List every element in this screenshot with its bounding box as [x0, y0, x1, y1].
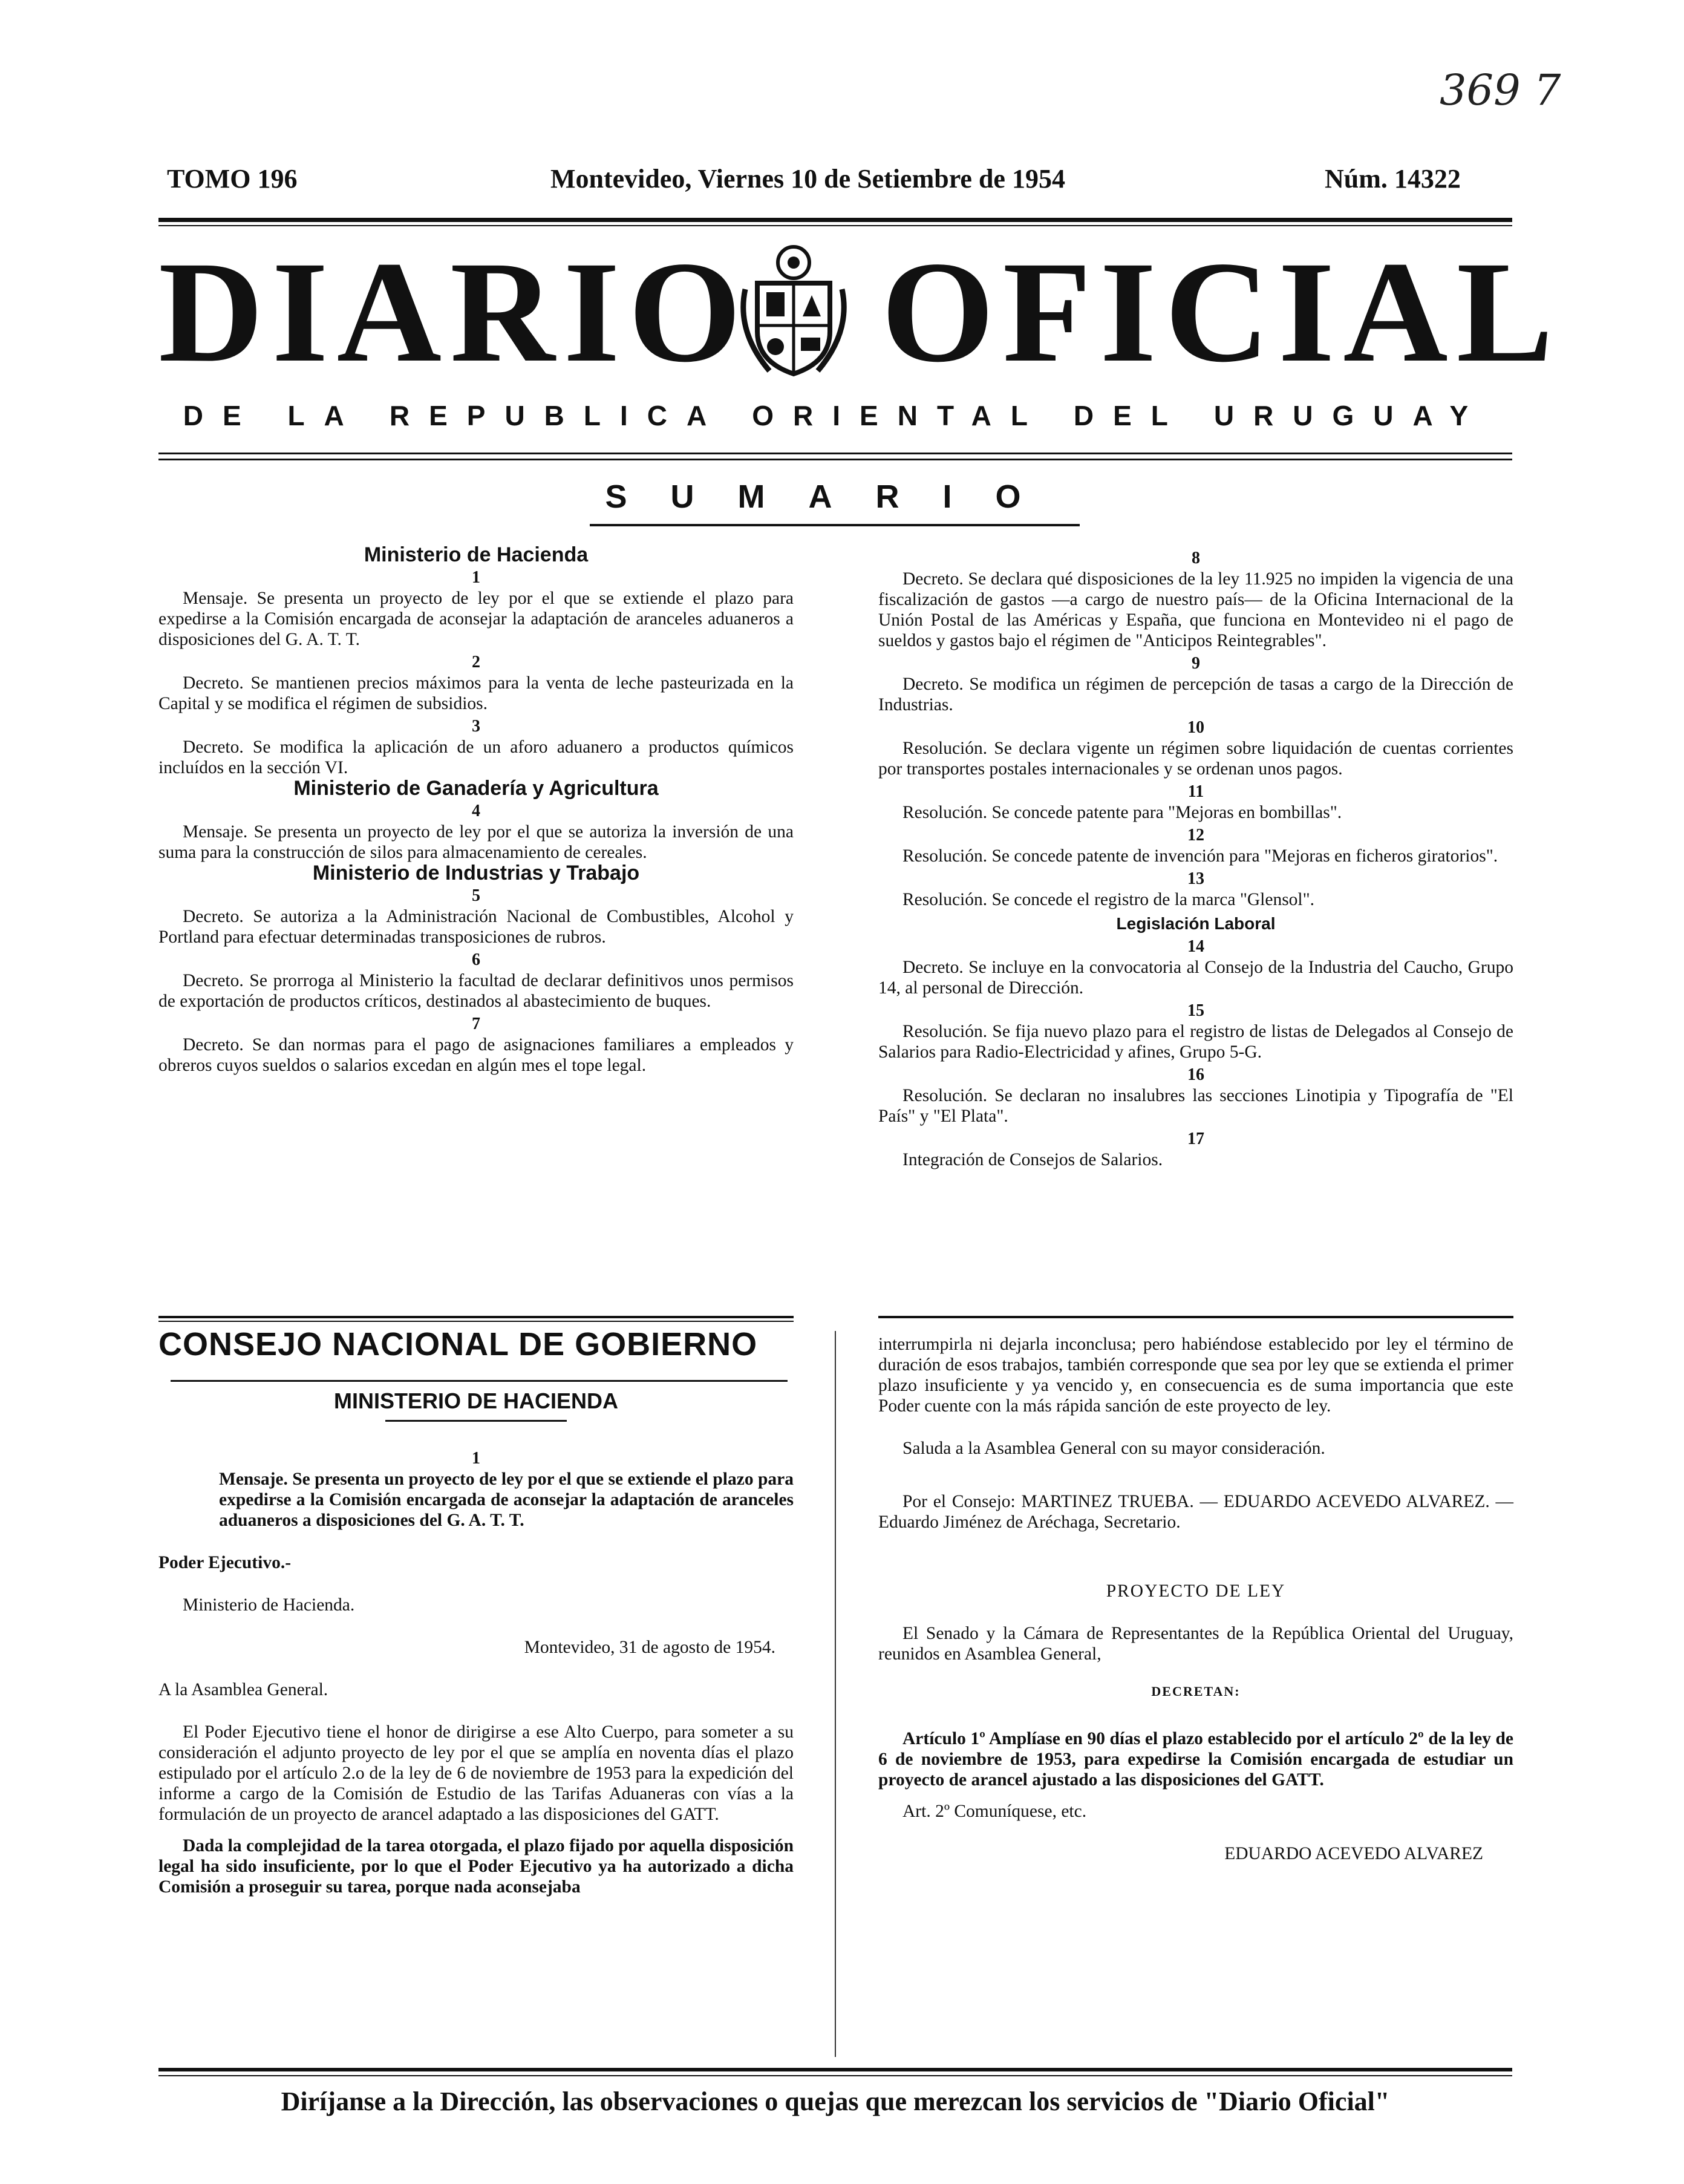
item-number: 2: [472, 653, 480, 672]
body-left-column: [158, 1326, 794, 1897]
column-divider: [835, 1331, 836, 2057]
item-number: 3: [472, 717, 480, 736]
summary-item: Decreto. Se incluye en la convocatoria al Consejo de la Industria del Caucho, Grupo 14, al personal de Dirección.: [878, 958, 1513, 998]
signatures: Por el Consejo: MARTINEZ TRUEBA. — EDUARDO ACEVEDO ALVAREZ. — Eduardo Jiménez de Aréchaga, Secretario.: [878, 1492, 1513, 1532]
paragraph: interrumpirla ni dejarla inconclusa; pero habiéndose establecido por ley el término de duración de esos trabajos, también corresponde que sea por ley que se extienda el primer plazo insuficiente y ya vencido y, en consecuencia es de suma importancia que este Poder cuente con la más rápida sanción de este proyecto de ley.: [878, 1335, 1513, 1416]
article-2: Art. 2º Comuníquese, etc.: [902, 1802, 1087, 1821]
final-signature: EDUARDO ACEVEDO ALVAREZ: [1224, 1844, 1483, 1863]
summary-item: Decreto. Se autoriza a la Administración Nacional de Combustibles, Alcohol y Portland para efectuar determinadas transposiciones de rubros.: [158, 907, 794, 947]
item-number: 10: [1187, 718, 1204, 737]
ministerio-heading: MINISTERIO DE HACIENDA: [333, 1388, 619, 1413]
sumario-right-column: [878, 546, 1513, 1170]
item-number: 1: [472, 1449, 480, 1468]
item-number: 1: [472, 568, 480, 587]
section-heading: Ministerio de Industrias y Trabajo: [312, 862, 640, 884]
item-number: 11: [1187, 782, 1204, 801]
section-rule-left-thin: [158, 1321, 794, 1322]
issue-number: Núm. 14322: [1325, 164, 1461, 194]
footer-note: Diríjanse a la Dirección, las observaciones o quejas que merezcan los servicios de "Diario Oficial": [281, 2087, 1390, 2116]
item-number: 14: [1187, 937, 1204, 956]
masthead-subtitle: DE LA REPUBLICA ORIENTAL DEL URUGUAY: [183, 400, 1488, 431]
item-number: 16: [1187, 1065, 1204, 1084]
enacting-clause: El Senado y la Cámara de Representantes de la República Oriental del Uruguay, reunidos en Asamblea General,: [878, 1624, 1513, 1664]
paragraph: Dada la complejidad de la tarea otorgada, el plazo fijado por aquella disposición legal ha sido insuficiente, por lo que el Poder Ejecutivo ya ha autorizado a dicha Comisión a proseguir su tarea, porque nada aconsejaba: [158, 1836, 794, 1897]
handwritten-number: 369 7: [1440, 65, 1561, 115]
summary-item: Decreto. Se modifica la aplicación de un aforo aduanero a productos químicos incluídos en la sección VI.: [158, 737, 794, 777]
masthead-left-word: DIARIO: [158, 231, 750, 392]
item-number: 15: [1187, 1001, 1204, 1020]
summary-item: Decreto. Se dan normas para el pago de asignaciones familiares a empleados y obreros cuyos sueldos o salarios excedan en algún mes el tope legal.: [158, 1035, 794, 1075]
item-number: 6: [472, 950, 480, 969]
summary-item: Resolución. Se concede patente de invención para "Mejoras en ficheros giratorios".: [902, 846, 1498, 866]
summary-item: Resolución. Se declaran no insalubres las secciones Linotipia y Tipografía de "El País" y "El Plata".: [878, 1086, 1513, 1126]
header-rule-thin: [158, 225, 1512, 226]
summary-item: Integración de Consejos de Salarios.: [902, 1150, 1163, 1169]
summary-item: Decreto. Se modifica un régimen de percepción de tasas a cargo de la Dirección de Industrias.: [878, 675, 1513, 714]
decretan-label: DECRETAN:: [1151, 1684, 1241, 1699]
sumario-left-column: [158, 544, 794, 1076]
coat-of-arms-icon: [733, 241, 854, 380]
summary-item: Decreto. Se mantienen precios máximos para la venta de leche pasteurizada en la Capital y se modifica el régimen de subsidios.: [158, 673, 794, 713]
sumario-underline: [590, 524, 1080, 526]
item-number: 9: [1192, 654, 1200, 673]
summary-item: Resolución. Se fija nuevo plazo para el registro de listas de Delegados al Consejo de Salarios para Radio-Electricidad y afines, Grupo 5-G.: [878, 1022, 1513, 1062]
closing-line: Saluda a la Asamblea General con su mayor consideración.: [902, 1439, 1325, 1458]
summary-item: Resolución. Se concede el registro de la marca "Glensol".: [902, 890, 1315, 909]
masthead-right-word: OFICIAL: [881, 231, 1562, 392]
summary-item: Decreto. Se prorroga al Ministerio la facultad de declarar definitivos unos permisos de exportación de productos críticos, destinados al abastecimiento de buques.: [158, 971, 794, 1011]
section-rule-right: [878, 1316, 1513, 1318]
summary-item: Resolución. Se declara vigente un régimen sobre liquidación de cuentas corrientes por transportes postales internacionales y se ordenan unos pagos.: [878, 739, 1513, 779]
item-number: 13: [1187, 869, 1204, 888]
summary-item: Mensaje. Se presenta un proyecto de ley por el que se autoriza la inversión de una suma para la construcción de silos para almacenamiento de cereales.: [158, 822, 794, 862]
article-1: Artículo 1º Amplíase en 90 días el plazo establecido por el artículo 2º de la ley de 6 de noviembre de 1953, para expedirse la Comisión encargada de estudiar un proyecto de arancel ajustado a las disposiciones del GATT.: [878, 1729, 1513, 1790]
footer-rule: [158, 2068, 1512, 2071]
ministerio-line: Ministerio de Hacienda.: [183, 1595, 355, 1615]
body-right-column: [878, 1334, 1513, 1864]
paragraph: El Poder Ejecutivo tiene el honor de dirigirse a ese Alto Cuerpo, para someter a su consideración el adjunto proyecto de ley por el que se amplía en noventa días el plazo estipulado por el artículo 2.o de la ley de 6 de noviembre de 1953 para la expedición del informe a cargo de la Comisión de Estudio de las Tarifas Aduaneras con vías a la formulación de un proyecto de arancel adaptado a las disposiciones del GATT.: [158, 1722, 794, 1824]
item-number: 17: [1187, 1130, 1204, 1148]
footer-rule-thin: [158, 2075, 1512, 2076]
summary-item: Mensaje. Se presenta un proyecto de ley por el que se extiende el plazo para expedirse a la Comisión encargada de aconsejar la adaptación de aranceles aduaneros a disposiciones del G. A. T. T.: [158, 589, 794, 649]
item-number: 12: [1187, 826, 1204, 845]
subtitle-rule: [158, 453, 1512, 454]
section-heading: Ministerio de Ganadería y Agricultura: [293, 777, 659, 800]
item-number: 4: [472, 802, 480, 820]
sumario-title: SUMARIO: [605, 479, 1065, 515]
date-line: Montevideo, Viernes 10 de Setiembre de 1954: [550, 164, 1065, 194]
section-heading: Legislación Laboral: [1116, 914, 1276, 933]
consejo-underline: [171, 1380, 788, 1382]
proyecto-heading: PROYECTO DE LEY: [1106, 1581, 1286, 1601]
item-number: 7: [472, 1015, 480, 1033]
section-heading: Ministerio de Hacienda: [364, 543, 589, 566]
dateline: Montevideo, 31 de agosto de 1954.: [524, 1638, 775, 1657]
item-number: 8: [1192, 549, 1200, 567]
item-number: 5: [472, 886, 480, 905]
subtitle-rule-2: [158, 459, 1512, 460]
header-rule: [158, 218, 1512, 222]
salutation: A la Asamblea General.: [158, 1680, 328, 1699]
summary-item: Resolución. Se concede patente para "Mejoras en bombillas".: [902, 803, 1342, 822]
poder-ejecutivo: Poder Ejecutivo.-: [158, 1553, 292, 1572]
section-rule-left: [158, 1316, 794, 1318]
volume-label: TOMO 196: [167, 164, 298, 194]
consejo-heading: CONSEJO NACIONAL DE GOBIERNO: [158, 1326, 758, 1362]
summary-item: Decreto. Se declara qué disposiciones de la ley 11.925 no impiden la vigencia de una fiscalización de gastos —a cargo de nuestro país— de la Oficina Internacional de la Unión Postal de las Américas y España, que funciona en Montevideo ni el pago de sueldos y gastos bajo el régimen de "Anticipos Reintegrables".: [878, 569, 1513, 650]
mensaje-title: Mensaje. Se presenta un proyecto de ley por el que se extiende el plazo para expedirse a la Comisión encargada de aconsejar la adaptación de aranceles aduaneros a disposiciones del G. A. T. T.: [219, 1470, 794, 1530]
